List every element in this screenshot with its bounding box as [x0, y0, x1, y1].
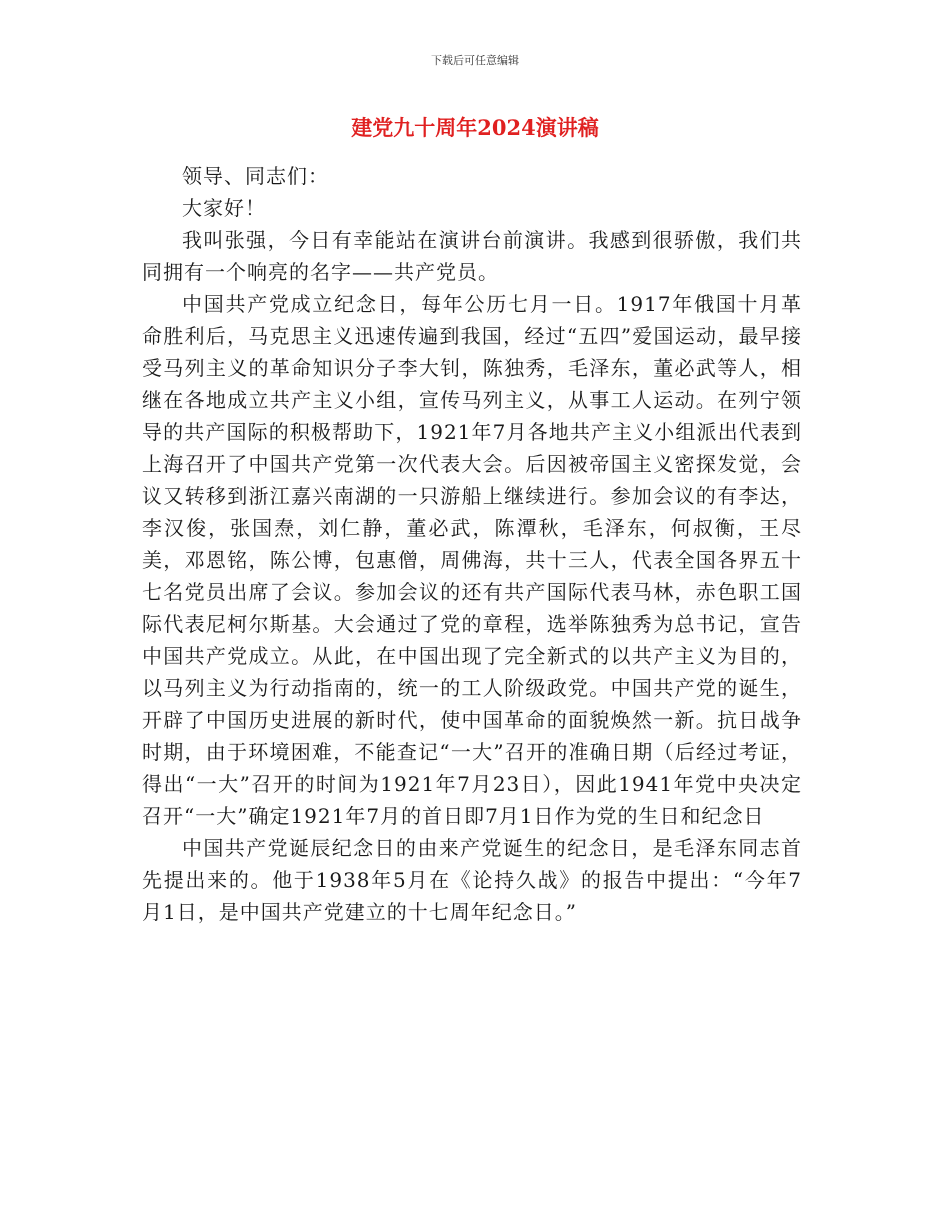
paragraph-introduction: 我叫张强，今日有幸能站在演讲台前演讲。我感到很骄傲，我们共同拥有一个响亮的名字——共产党员。 — [142, 228, 802, 284]
paragraph-greeting: 大家好！ — [182, 196, 266, 220]
paragraph-salutation: 领导、同志们： — [182, 164, 329, 188]
paragraph-party-history: 中国共产党成立纪念日，每年公历七月一日。1917年俄国十月革命胜利后，马克思主义迅速传遍到我国，经过“五四”爱国运动，最早接受马列主义的革命知识分子李大钊，陈独秀，毛泽东，董必武等人，相继在各地成立共产主义小组，宣传马列主义，从事工人运动。在列宁领导的共产国际的积极帮助下，1921年7月各地共产主义小组派出代表到上海召开了中国共产党第一次代表大会。后因被帝国主义密探发觉，会议又转移到浙江嘉兴南湖的一只游船上继续进行。参加会议的有李达，李汉俊，张国焘，刘仁静，董必武，陈潭秋，毛泽东，何叔衡，王尽美，邓恩铭，陈公博，包惠僧，周佛海，共十三人，代表全国各界五十七名党员出席了会议。参加会议的还有共产国际代表马林，赤色职工国际代表尼柯尔斯基。大会通过了党的章程，选举陈独秀为总书记，宣告中国共产党成立。从此，在中国出现了完全新式的以共产主义为目的，以马列主义为行动指南的，统一的工人阶级政党。中国共产党的诞生，开辟了中国历史进展的新时代，使中国革命的面貌焕然一新。抗日战争时期，由于环境困难，不能查记“一大”召开的准确日期（后经过考证，得出“一大”召开的时间为1921年7月23日），因此1941年党中央决定召开“一大”确定1921年7月的首日即7月1日作为党的生日和纪念日 — [142, 292, 802, 828]
page-header: 下载后可任意编辑 — [431, 54, 519, 67]
paragraph-anniversary-origin: 中国共产党诞辰纪念日的由来产党诞生的纪念日，是毛泽东同志首先提出来的。他于1938年5月在《论持久战》的报告中提出：“今年7月1日，是中国共产党建立的十七周年纪念日。” — [142, 836, 802, 924]
document-title: 建党九十周年2024演讲稿 — [351, 115, 599, 140]
document-body — [142, 160, 802, 928]
